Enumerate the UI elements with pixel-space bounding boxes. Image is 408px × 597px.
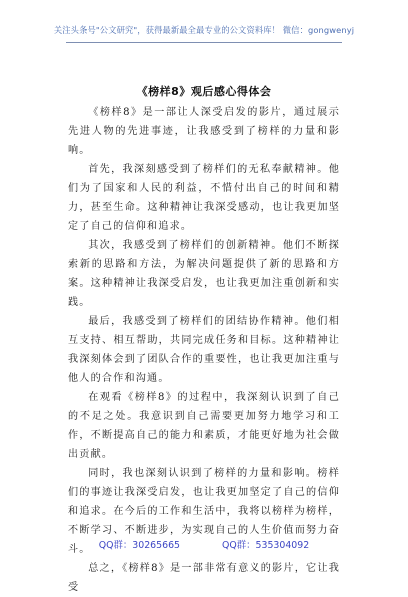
paragraph-innovation: 其次，我感受到了榜样们的创新精神。他们不断探索新的思路和方法，为解决问题提供了新的思路和方案。这种精神让我深受启发，也让我更加注重创新和实践。 (68, 240, 340, 308)
document-title: 《榜样8》观后感心得体会 (136, 85, 272, 98)
paragraph-influence: 同时，我也深刻认识到了榜样的力量和影响。榜样们的事迹让我深受启发，也让我更加坚定了自己的信仰和追求。在今后的工作和生活中，我将以榜样为榜样，不断学习、不断进步，为实现自己的人生价值而努力奋斗。 (68, 468, 340, 555)
qq-group-left: QQ群：30265665 (98, 540, 181, 551)
paragraph-conclusion: 总之，《榜样8》是一部非常有意义的影片，它让我受 (68, 563, 340, 593)
paragraph-teamwork: 最后，我感受到了榜样们的团结协作精神。他们相互支持、相互帮助，共同完成任务和目标。这种精神让我深刻体会到了团队合作的重要性，也让我更加注重与他人的合作和沟通。 (68, 316, 340, 384)
page-footer (0, 537, 408, 551)
paragraph-shortcomings: 在观看《榜样8》的过程中，我深刻认识到了自己的不足之处。我意识到自己需要更加努力地学习和工作，不断提高自己的能力和素质，才能更好地为社会做出贡献。 (68, 392, 340, 460)
document-body (68, 103, 340, 597)
header-divider (66, 42, 342, 43)
paragraph-intro: 《榜样8》是一部让人深受启发的影片，通过展示先进人物的先进事迹，让我感受到了榜样的力量和影响。 (68, 107, 340, 156)
paragraph-dedication: 首先，我深刻感受到了榜样们的无私奉献精神。他们为了国家和人民的利益，不惜付出自己的时间和精力，甚至生命。这种精神让我深受感动，也让我更加坚定了自己的信仰和追求。 (68, 164, 340, 232)
qq-group-right: QQ群：535304092 (222, 540, 310, 551)
header-banner: 关注头条号"公文研究"，获得最新最全最专业的公文资料库！ 微信：gongwenyj (53, 25, 355, 35)
